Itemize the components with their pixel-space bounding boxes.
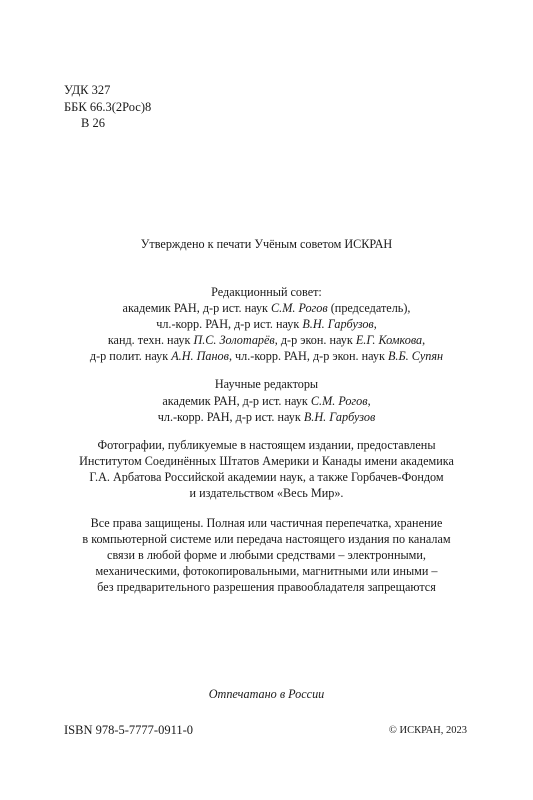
footer xyxy=(64,722,467,740)
editor-text: академик РАН, д-р ист. наук xyxy=(162,394,311,408)
board-line xyxy=(0,348,533,364)
photos-credit-line: и издательством «Весь Мир». xyxy=(189,486,344,500)
board-text: (председатель), xyxy=(327,301,411,315)
rights-notice xyxy=(0,515,533,595)
board-member-name: С.М. Рогов xyxy=(271,301,328,315)
rights-line: в компьютерной системе или передача настоящего издания по каналам xyxy=(82,532,451,546)
editor-line xyxy=(0,393,533,409)
scientific-editors-heading xyxy=(0,376,533,392)
board-line xyxy=(0,332,533,348)
board-member-name: В.Н. Гарбузов xyxy=(302,317,374,331)
printed-in-text: Отпечатано в России xyxy=(208,687,325,701)
editor-name: В.Н. Гарбузов xyxy=(303,410,376,424)
scientific-editors xyxy=(0,393,533,425)
board-member-name: В.Б. Супян xyxy=(387,349,444,363)
approval-text: Утверждено к печати Учёным советом ИСКРАН xyxy=(140,237,393,251)
board-text: чл.-корр. РАН, д-р ист. наук xyxy=(156,317,303,331)
editor-text: чл.-корр. РАН, д-р ист. наук xyxy=(157,410,304,424)
board-member-name: Е.Г. Комкова xyxy=(355,333,423,347)
board-member-name: А.Н. Панов xyxy=(171,349,229,363)
editor-name: С.М. Рогов xyxy=(310,394,368,408)
rights-line: без предварительного разрешения правообладателя запрещаются xyxy=(97,580,436,594)
board-line xyxy=(0,300,533,316)
board-text: канд. техн. наук xyxy=(107,333,194,347)
editor-line xyxy=(0,409,533,425)
board-text: , xyxy=(422,333,426,347)
photos-credit xyxy=(0,437,533,501)
board-text: , чл.-корр. РАН, д-р экон. наук xyxy=(228,349,388,363)
board-line xyxy=(0,316,533,332)
udk-code: УДК 327 xyxy=(64,83,111,97)
bbk-code: ББК 66.3(2Рос)8 xyxy=(64,99,152,114)
scientific-editors-title: Научные редакторы xyxy=(214,377,319,391)
photos-credit-line: Институтом Соединённых Штатов Америки и Канады имени академика xyxy=(79,454,454,468)
rights-line: механическими, фотокопировальными, магнитными или иными – xyxy=(95,564,438,578)
author-mark: В 26 xyxy=(81,116,105,130)
printed-in xyxy=(0,686,533,702)
photos-credit-line: Г.А. Арбатова Российской академии наук, а также Горбачев-Фондом xyxy=(89,470,444,484)
board-text: , д-р экон. наук xyxy=(274,333,356,347)
board-member-name: П.С. Золотарёв xyxy=(193,333,275,347)
board-text: , xyxy=(373,317,377,331)
editorial-board-heading xyxy=(0,284,533,300)
photos-credit-line: Фотографии, публикуемые в настоящем издании, предоставлены xyxy=(97,438,436,452)
rights-line: Все права защищены. Полная или частичная перепечатка, хранение xyxy=(90,516,443,530)
classification-codes xyxy=(64,82,151,132)
editorial-board-title: Редакционный совет: xyxy=(211,285,322,299)
editor-text: , xyxy=(367,394,371,408)
approval-statement xyxy=(0,236,533,252)
editorial-board-members xyxy=(0,300,533,364)
board-text: академик РАН, д-р ист. наук xyxy=(122,301,272,315)
isbn: ISBN 978-5-7777-0911-0 xyxy=(64,723,194,737)
copyright-notice: © ИСКРАН, 2023 xyxy=(388,725,467,736)
board-text: д-р полит. наук xyxy=(89,349,172,363)
rights-line: связи в любой форме и любыми средствами – электронными, xyxy=(107,548,426,562)
